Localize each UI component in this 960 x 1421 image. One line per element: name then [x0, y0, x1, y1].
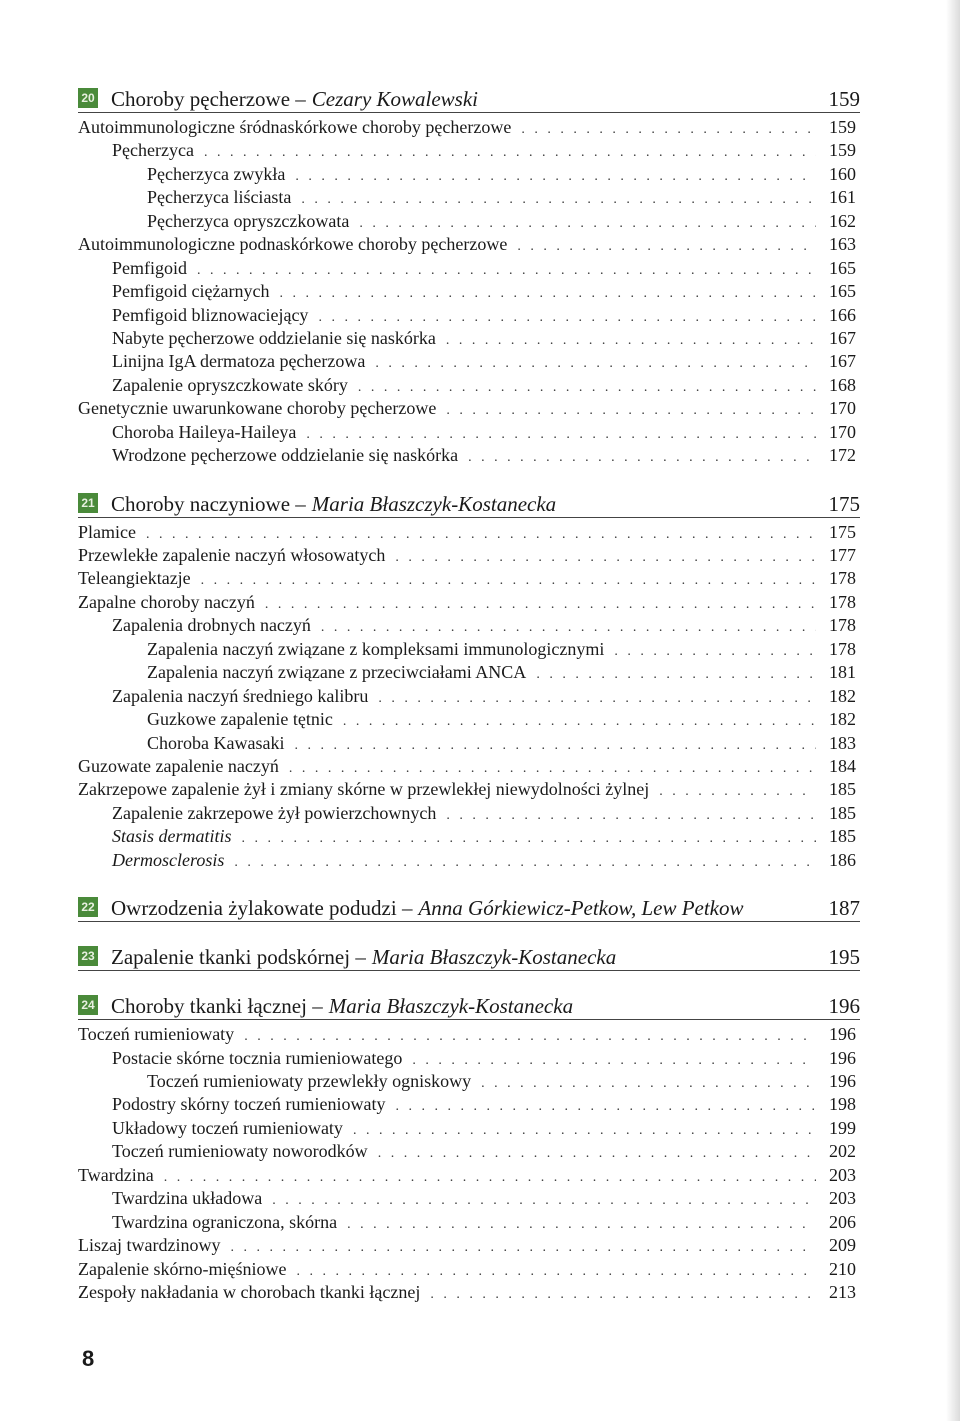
chapter-heading — [78, 991, 860, 1020]
toc-entry — [78, 422, 860, 445]
dot-leader — [446, 808, 816, 824]
toc-entry — [78, 258, 860, 281]
toc-entry — [78, 826, 860, 849]
toc-entry-page: 168 — [829, 374, 856, 395]
toc-entry-title: Zakrzepowe zapalenie żył i zmiany skórne w przewlekłej niewydolności żylnej — [78, 779, 650, 800]
dot-leader — [201, 573, 816, 589]
toc-entry-title: Pemfigoid bliznowaciejący — [112, 304, 309, 325]
chapter-author: Maria Błaszczyk-Kostanecka — [371, 945, 617, 970]
toc-entry — [78, 850, 860, 873]
toc-entry-page: 213 — [829, 1281, 856, 1302]
toc-entry-title: Pęcherzyca opryszczkowata — [147, 210, 350, 231]
toc-entry — [78, 639, 860, 662]
toc-entry-title: Guzkowe zapalenie tętnic — [147, 709, 333, 730]
toc-entry-page: 210 — [829, 1258, 856, 1279]
toc-entry-title: Twardzina ograniczona, skórna — [112, 1211, 338, 1232]
dot-leader — [395, 550, 816, 566]
dot-leader — [378, 691, 816, 707]
toc-entry-page: 162 — [829, 210, 856, 231]
page-number: 8 — [82, 1346, 95, 1371]
dot-leader — [481, 1076, 816, 1092]
dot-leader — [301, 192, 816, 208]
chapter-heading — [78, 489, 860, 518]
chapter-section — [78, 893, 860, 922]
toc-entry-page: 165 — [829, 257, 856, 278]
toc-entry-page: 185 — [829, 826, 856, 847]
toc-entry-page: 178 — [829, 615, 856, 636]
chapter-number-badge: 20 — [78, 88, 98, 108]
chapter-author: Cezary Kowalewski — [311, 87, 479, 111]
chapter-page-number: 175 — [828, 491, 860, 516]
dot-leader — [242, 831, 816, 847]
toc-entry-page: 185 — [829, 802, 856, 823]
toc-entry — [78, 445, 860, 468]
toc-entry — [78, 187, 860, 210]
toc-entry-page: 196 — [829, 1071, 856, 1091]
toc-entry-title: Zapalenia drobnych naczyń — [112, 615, 311, 636]
toc-entry-title: Zapalne choroby naczyń — [78, 591, 255, 612]
toc-entry-page: 167 — [829, 351, 856, 372]
toc-entry-page: 182 — [829, 709, 856, 730]
dot-leader — [517, 239, 816, 255]
dot-leader — [279, 286, 816, 302]
chapter-number-badge: 21 — [78, 493, 98, 513]
dot-leader — [446, 333, 816, 349]
toc-entry-page: 172 — [829, 445, 856, 466]
toc-entry-title: Autoimmunologiczne śródnaskórkowe choroby pęcherzowe — [78, 117, 512, 137]
chapter-number-badge: 24 — [78, 995, 98, 1015]
toc-entry — [78, 398, 860, 421]
chapter-heading — [78, 893, 860, 922]
dot-leader — [234, 855, 816, 871]
chapter-title: Choroby tkanki łącznej – — [111, 994, 323, 1019]
toc-entry-title: Pemfigoid — [112, 257, 187, 278]
toc-entry-page: 163 — [829, 234, 856, 255]
toc-entry-title: Układowy toczeń rumieniowaty — [112, 1117, 343, 1138]
toc-entry-page: 203 — [829, 1188, 856, 1209]
dot-leader — [614, 644, 816, 660]
dot-leader — [296, 1264, 816, 1280]
toc-entry-page: 167 — [829, 327, 856, 348]
toc-entry — [78, 545, 860, 568]
toc-entry — [78, 1071, 860, 1094]
toc-entry — [78, 375, 860, 398]
dot-leader — [536, 667, 816, 683]
toc-entry-title: Twardzina — [78, 1164, 154, 1185]
toc-entry-title: Teleangiektazje — [78, 568, 191, 589]
toc-entry-page: 202 — [829, 1141, 856, 1162]
toc-entry-page: 196 — [829, 1047, 856, 1068]
chapter-heading — [78, 942, 860, 971]
toc-entry-page: 166 — [829, 304, 856, 325]
toc-entry-title: Postacie skórne tocznia rumieniowatego — [112, 1047, 403, 1068]
toc-entry — [78, 305, 860, 328]
dot-leader — [343, 714, 816, 730]
dot-leader — [306, 427, 816, 443]
toc-entry-page: 159 — [829, 140, 856, 161]
dot-leader — [318, 310, 816, 326]
toc-entry-page: 177 — [829, 545, 856, 565]
dot-leader — [289, 761, 816, 777]
dot-leader — [395, 1099, 816, 1115]
chapter-section — [78, 991, 860, 1305]
chapter-author: Maria Błaszczyk-Kostanecka — [311, 491, 557, 516]
toc-entry-title: Toczeń rumieniowaty — [78, 1024, 235, 1045]
dot-leader — [164, 1170, 816, 1186]
toc-entry — [78, 351, 860, 374]
toc-entry-title: Pemfigoid ciężarnych — [112, 281, 270, 302]
dot-leader — [197, 263, 816, 279]
dot-leader — [347, 1217, 816, 1233]
toc-entry — [78, 1235, 860, 1258]
dot-leader — [204, 145, 816, 161]
toc-entry — [78, 686, 860, 709]
toc-entry — [78, 522, 860, 545]
toc-entry — [78, 1282, 860, 1305]
toc-entry-title: Liszaj twardzinowy — [78, 1235, 221, 1256]
toc-entry-page: 160 — [829, 163, 856, 184]
toc-entry-page: 185 — [829, 779, 856, 800]
toc-entry-title: Twardzina układowa — [112, 1188, 263, 1209]
toc-entry — [78, 211, 860, 234]
toc-entry-title: Zapalenia naczyń związane z kompleksami immunologicznymi — [147, 638, 605, 659]
chapter-author: Maria Błaszczyk-Kostanecka — [328, 994, 574, 1019]
toc-entry-title: Zapalenie zakrzepowe żył powierzchownych — [112, 802, 437, 823]
toc-entry-title: Zapalenie skórno-mięśniowe — [78, 1258, 287, 1279]
toc-entry-page: 178 — [829, 568, 856, 589]
toc-entry — [78, 281, 860, 304]
dot-leader — [295, 169, 816, 185]
chapter-page-number: 187 — [828, 896, 860, 921]
toc-entry — [78, 117, 860, 140]
chapter-page-number: 159 — [828, 87, 860, 111]
chapter-section — [78, 942, 860, 971]
toc-entry-title: Zapalenia naczyń związane z przeciwciałami ANCA — [147, 662, 527, 683]
dot-leader — [659, 784, 816, 800]
toc-entry-title: Dermosclerosis — [112, 849, 225, 870]
toc-entry-page: 159 — [829, 117, 856, 137]
toc-entry-title: Pęcherzyca liściasta — [147, 187, 292, 208]
toc-entry-page: 183 — [829, 732, 856, 753]
chapter-number-badge: 22 — [78, 897, 98, 917]
toc-entry-page: 182 — [829, 685, 856, 706]
toc-entry-page: 161 — [829, 187, 856, 208]
toc-entry-page: 198 — [829, 1094, 856, 1115]
chapter-page-number: 195 — [828, 945, 860, 970]
dot-leader — [294, 738, 816, 754]
table-of-contents — [78, 84, 860, 1325]
dot-leader — [375, 356, 816, 372]
toc-entry-page: 186 — [829, 849, 856, 870]
dot-leader — [446, 403, 816, 419]
toc-entry — [78, 1165, 860, 1188]
toc-entry-title: Pęcherzyca zwykła — [147, 163, 286, 184]
toc-entry-page: 196 — [829, 1024, 856, 1045]
chapter-page-number: 196 — [828, 994, 860, 1019]
toc-entry-page: 165 — [829, 281, 856, 302]
toc-entry-page: 170 — [829, 421, 856, 442]
toc-entry-title: Zapalenia naczyń średniego kalibru — [112, 685, 369, 706]
toc-entry-page: 203 — [829, 1164, 856, 1185]
toc-entry-page: 184 — [829, 755, 856, 776]
toc-entry-page: 181 — [829, 662, 856, 683]
toc-entry — [78, 1024, 860, 1047]
toc-entry-title: Pęcherzyca — [112, 140, 194, 161]
toc-entry — [78, 1094, 860, 1117]
toc-entry-title: Nabyte pęcherzowe oddzielanie się naskórka — [112, 327, 436, 348]
toc-entry-page: 209 — [829, 1235, 856, 1256]
page-edge-shadow — [946, 0, 960, 1421]
toc-entry-title: Linijna IgA dermatoza pęcherzowa — [112, 351, 366, 372]
toc-entry — [78, 164, 860, 187]
chapter-section — [78, 489, 860, 874]
toc-entry-title: Choroba Haileya-Haileya — [112, 421, 297, 442]
toc-entry-page: 170 — [829, 398, 856, 419]
toc-entry-title: Stasis dermatitis — [112, 826, 232, 847]
dot-leader — [244, 1029, 816, 1045]
toc-entry-title: Genetycznie uwarunkowane choroby pęcherzowe — [78, 398, 437, 419]
chapter-heading — [78, 84, 860, 113]
toc-entry-page: 178 — [829, 591, 856, 612]
chapter-title: Zapalenie tkanki podskórnej – — [111, 945, 366, 970]
dot-leader — [272, 1193, 816, 1209]
toc-entry — [78, 234, 860, 257]
dot-leader — [430, 1287, 816, 1303]
dot-leader — [468, 450, 816, 466]
toc-entry — [78, 1141, 860, 1164]
toc-entry-title: Przewlekłe zapalenie naczyń włosowatych — [78, 545, 386, 565]
chapter-section — [78, 84, 860, 469]
toc-entry — [78, 1118, 860, 1141]
toc-entry-title: Choroba Kawasaki — [147, 732, 285, 753]
toc-entry — [78, 756, 860, 779]
chapter-title: Choroby pęcherzowe – — [111, 87, 306, 111]
toc-entry — [78, 779, 860, 802]
dot-leader — [378, 1146, 816, 1162]
dot-leader — [230, 1240, 816, 1256]
toc-entry — [78, 592, 860, 615]
chapter-title: Owrzodzenia żylakowate podudzi – — [111, 896, 413, 921]
dot-leader — [521, 122, 816, 138]
toc-entry-title: Toczeń rumieniowaty noworodków — [112, 1141, 368, 1162]
toc-entry — [78, 733, 860, 756]
toc-entry-title: Wrodzone pęcherzowe oddzielanie się naskórka — [112, 445, 459, 466]
toc-entry — [78, 1188, 860, 1211]
chapter-title: Choroby naczyniowe – — [111, 491, 306, 516]
toc-entry-page: 175 — [829, 521, 856, 542]
dot-leader — [359, 216, 816, 232]
chapter-number-badge: 23 — [78, 946, 98, 966]
toc-entry-title: Autoimmunologiczne podnaskórkowe choroby pęcherzowe — [78, 234, 508, 255]
toc-entry-title: Plamice — [78, 521, 136, 542]
toc-entry-page: 178 — [829, 638, 856, 659]
toc-entry-page: 206 — [829, 1211, 856, 1232]
toc-entry — [78, 615, 860, 638]
toc-entry — [78, 662, 860, 685]
toc-entry-title: Toczeń rumieniowaty przewlekły ogniskowy — [147, 1071, 472, 1091]
toc-entry — [78, 1048, 860, 1071]
toc-entry — [78, 803, 860, 826]
dot-leader — [321, 620, 816, 636]
toc-entry-title: Zespoły nakładania w chorobach tkanki łącznej — [78, 1281, 421, 1302]
toc-entry-page: 199 — [829, 1117, 856, 1138]
dot-leader — [353, 1123, 816, 1139]
dot-leader — [265, 597, 816, 613]
toc-entry — [78, 568, 860, 591]
toc-entry-title: Podostry skórny toczeń rumieniowaty — [112, 1094, 386, 1115]
dot-leader — [412, 1053, 816, 1069]
toc-entry — [78, 140, 860, 163]
toc-entry-title: Zapalenie opryszczkowate skóry — [112, 374, 348, 395]
toc-entry — [78, 1259, 860, 1282]
dot-leader — [358, 380, 816, 396]
dot-leader — [146, 527, 816, 543]
toc-entry — [78, 328, 860, 351]
toc-entry — [78, 1212, 860, 1235]
toc-entry — [78, 709, 860, 732]
chapter-author: Anna Górkiewicz-Petkow, Lew Petkow — [418, 896, 744, 921]
toc-entry-title: Guzowate zapalenie naczyń — [78, 755, 279, 776]
